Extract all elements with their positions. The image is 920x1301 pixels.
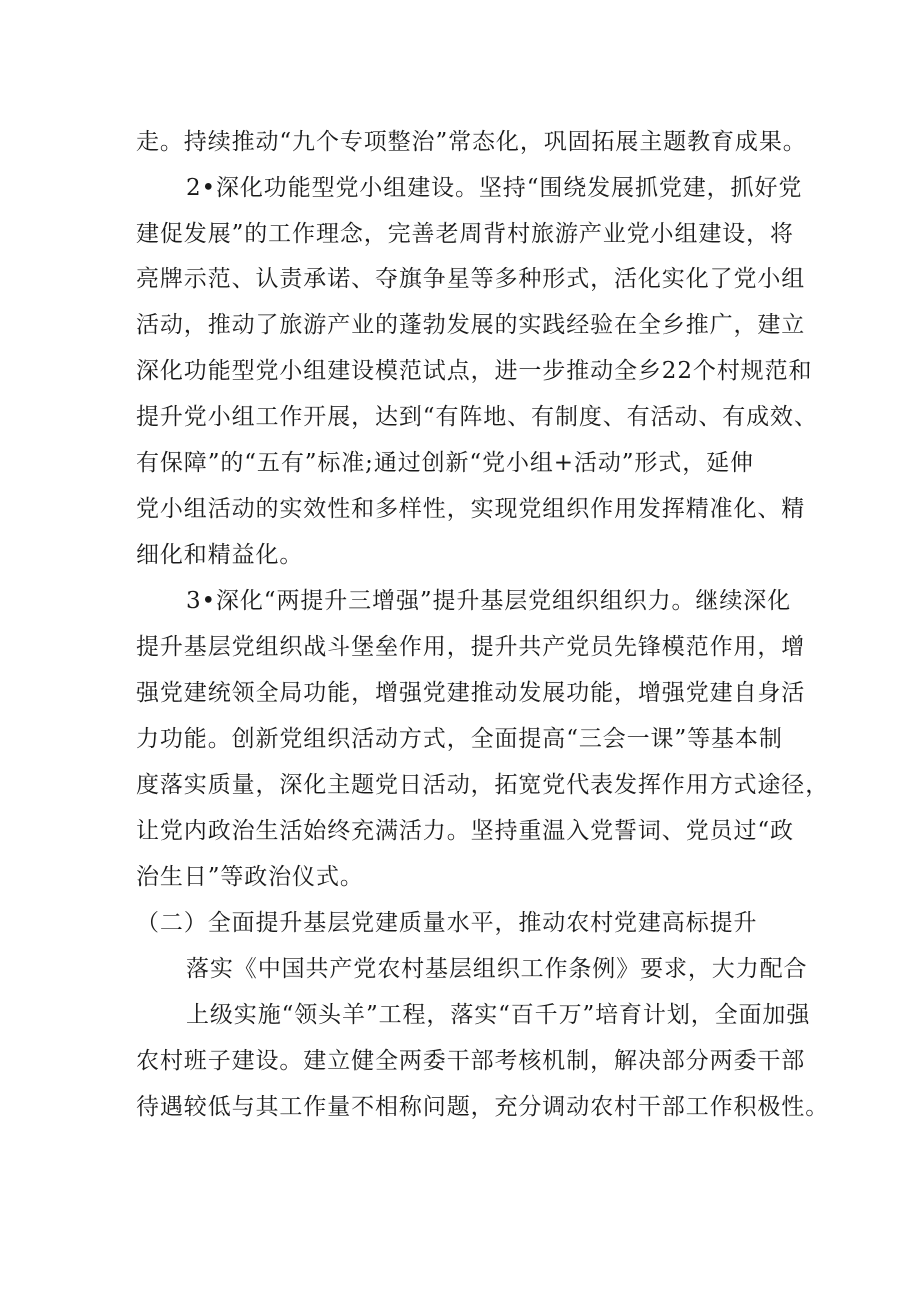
paragraph-line: 治生日”等政治仪式。 [136,864,364,890]
paragraph-line: 2•深化功能型党小组建设。坚持“围绕发展抓党建，抓好党 [186,175,803,201]
paragraph-line: 细化和精益化。 [136,542,304,568]
paragraph-line: 度落实质量，深化主题党日活动，拓宽党代表发挥作用方式途径， [136,772,830,798]
paragraph-line: 活动，推动了旅游产业的蓬勃发展的实践经验在全乡推广，建立 [136,312,806,338]
paragraph-line: 力功能。创新党组织活动方式，全面提高“三会一课”等基本制 [136,726,783,752]
paragraph-line: 建促发展”的工作理念，完善老周背村旅游产业党小组建设，将 [136,221,794,247]
paragraph-line: 3•深化“两提升三增强”提升基层党组织组织力。继续深化 [186,588,792,614]
paragraph-line: 强党建统领全局功能，增强党建推动发展功能，增强党建自身活 [136,680,806,706]
paragraph-line: 深化功能型党小组建设模范试点，进一步推动全乡22个村规范和 [136,358,813,384]
paragraph-line: 让党内政治生活始终充满活力。坚持重温入党誓词、党员过“政 [136,818,794,844]
paragraph-line: 有保障”的“五有”标准;通过创新“党小组+活动”形式，延伸 [136,450,754,476]
paragraph-line: 待遇较低与其工作量不相称问题，充分调动农村干部工作积极性。 [136,1094,830,1120]
paragraph-line: 亮牌示范、认责承诺、夺旗争星等多种形式，活化实化了党小组 [136,266,806,292]
paragraph-line: 提升党小组工作开展，达到“有阵地、有制度、有活动、有成效、 [136,404,818,430]
paragraph-line: 落实《中国共产党农村基层组织工作条例》要求，大力配合 [186,956,808,982]
paragraph-line: 提升基层党组织战斗堡垒作用，提升共产党员先锋模范作用，增 [136,634,806,660]
paragraph-line: 农村班子建设。建立健全两委干部考核机制，解决部分两委干部 [136,1048,806,1074]
paragraph-line: 上级实施“领头羊”工程，落实“百千万”培育计划，全面加强 [186,1002,811,1028]
section-heading: （二）全面提升基层党建质量水平，推动农村党建高标提升 [136,910,758,936]
paragraph-line: 党小组活动的实效性和多样性，实现党组织作用发挥精准化、精 [136,496,806,522]
paragraph-line: 走。持续推动“九个专项整治”常态化，巩固拓展主题教育成果。 [136,129,807,155]
